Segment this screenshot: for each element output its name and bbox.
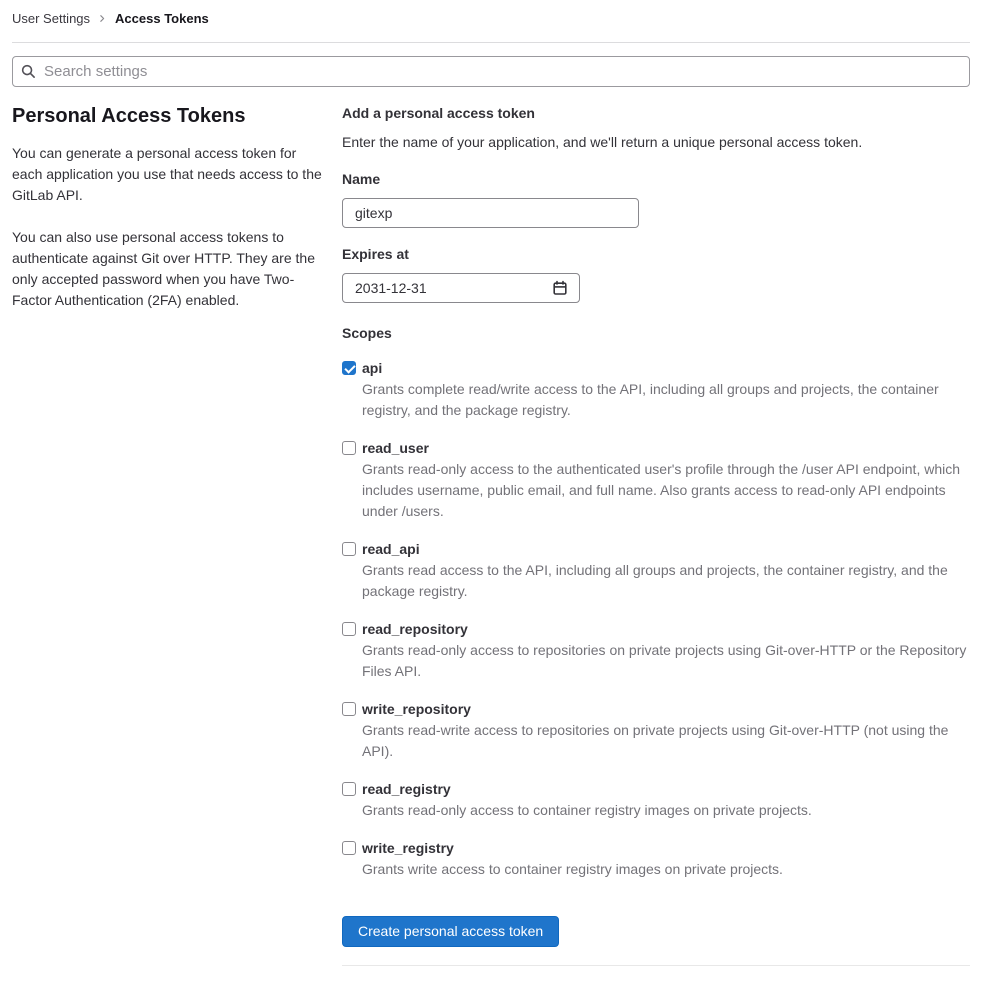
token-form xyxy=(342,101,970,966)
name-label: Name xyxy=(342,171,381,187)
calendar-icon xyxy=(552,280,568,296)
content-columns xyxy=(12,101,970,966)
scope-checkbox[interactable] xyxy=(342,782,356,796)
scope-item xyxy=(342,779,970,821)
search-input[interactable] xyxy=(12,56,970,87)
expires-date-input[interactable] xyxy=(342,273,580,303)
scope-name[interactable]: api xyxy=(362,360,383,376)
name-field-group xyxy=(342,169,970,228)
scopes-group xyxy=(342,323,970,880)
scope-description: Grants read-write access to repositories on private projects using Git-over-HTTP (not using the API). xyxy=(362,722,949,759)
scope-item xyxy=(342,699,970,762)
scope-checkbox[interactable] xyxy=(342,542,356,556)
scope-item xyxy=(342,358,970,421)
scope-checkbox[interactable] xyxy=(342,702,356,716)
header-divider xyxy=(12,42,970,43)
search-icon xyxy=(21,64,36,79)
page-title: Personal Access Tokens xyxy=(12,105,246,127)
form-title: Add a personal access token xyxy=(342,105,535,121)
breadcrumb-access-tokens: Access Tokens xyxy=(115,11,209,26)
scope-name[interactable]: read_api xyxy=(362,541,420,557)
scope-checkbox[interactable] xyxy=(342,622,356,636)
search-bar xyxy=(12,56,970,87)
scope-item xyxy=(342,539,970,602)
scopes-list xyxy=(342,358,970,880)
scope-item xyxy=(342,619,970,682)
scope-name[interactable]: write_repository xyxy=(362,701,471,717)
scope-description: Grants read-only access to the authenticated user's profile through the /user API endpoint, which includes username, public email, and full name. Also grants access to read-only API endpoints under /users. xyxy=(362,461,961,519)
form-subtitle: Enter the name of your application, and we'll return a unique personal access token. xyxy=(342,134,863,150)
scope-description: Grants read-only access to container registry images on private projects. xyxy=(362,802,812,818)
description-paragraph-1: You can generate a personal access token for each application you use that needs access to the GitLab API. xyxy=(12,145,322,203)
breadcrumb xyxy=(12,8,970,29)
scope-description: Grants read-only access to repositories on private projects using Git-over-HTTP or the Repository Files API. xyxy=(362,642,967,679)
expires-label: Expires at xyxy=(342,246,409,262)
form-bottom-divider xyxy=(342,965,970,966)
scope-description: Grants complete read/write access to the API, including all groups and projects, the container registry, and the package registry. xyxy=(362,381,939,418)
expires-date-field xyxy=(342,273,580,303)
chevron-right-icon xyxy=(98,14,107,23)
section-description xyxy=(12,101,330,966)
expires-field-group xyxy=(342,244,970,303)
scope-head xyxy=(342,779,970,800)
scope-description: Grants write access to container registry images on private projects. xyxy=(362,861,783,877)
create-token-button[interactable]: Create personal access token xyxy=(342,916,559,947)
scope-checkbox[interactable] xyxy=(342,841,356,855)
scope-name[interactable]: read_registry xyxy=(362,781,451,797)
scope-item xyxy=(342,838,970,880)
scope-head xyxy=(342,838,970,859)
scope-name[interactable]: write_registry xyxy=(362,840,454,856)
scope-head xyxy=(342,619,970,640)
description-paragraph-2: You can also use personal access tokens to authenticate against Git over HTTP. They are the only accepted password when you have Two-Factor Authentication (2FA) enabled. xyxy=(12,229,315,308)
token-name-input[interactable] xyxy=(342,198,639,228)
breadcrumb-user-settings[interactable]: User Settings xyxy=(12,11,91,26)
scope-head xyxy=(342,539,970,560)
scope-item xyxy=(342,438,970,522)
scope-head xyxy=(342,358,970,379)
scope-head xyxy=(342,699,970,720)
scope-description: Grants read access to the API, including all groups and projects, the container registry, and the package registry. xyxy=(362,562,948,599)
scope-name[interactable]: read_repository xyxy=(362,621,468,637)
scopes-label: Scopes xyxy=(342,325,392,341)
scope-name[interactable]: read_user xyxy=(362,440,429,456)
scope-head xyxy=(342,438,970,459)
scope-checkbox[interactable] xyxy=(342,441,356,455)
scope-checkbox[interactable] xyxy=(342,361,356,375)
